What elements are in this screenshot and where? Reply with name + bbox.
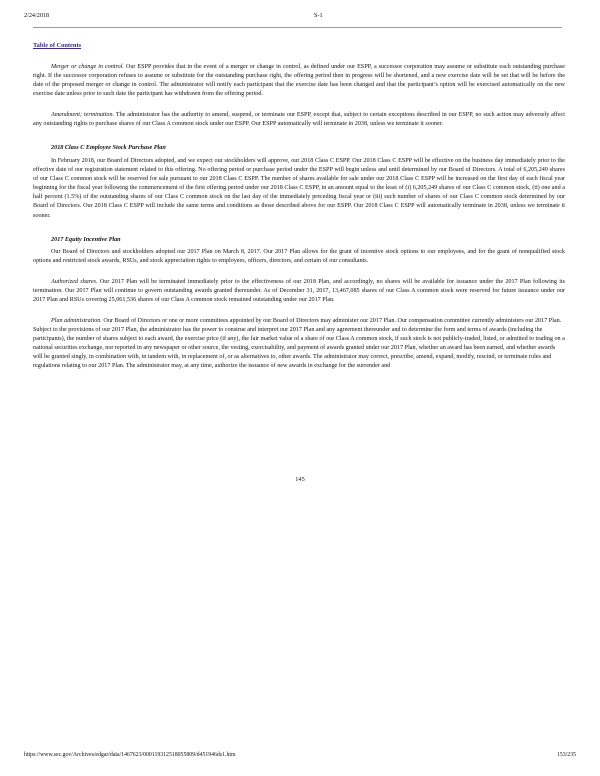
paragraph-text: Our Board of Directors or one or more committees appointed by our Board of Directors may administer our 2017 Plan. Our compensation committee currently administers our 2017 Plan. Subject to the provisions of our 2017 Plan, the administrator has the power to construe and interpret our 2017 Plan and any agreement thereunder and to determine the form and terms of awards (including the participants), the number of shares subject to each award, the exercise price (if any), the fair market value of a share of our Class A common stock, if such stock is not publicly-traded, listed, or admitted to trading on a national securities exchange, nor reported in any newspaper or other source, the vesting, exercisability, and payment of awards granted under our 2017 Plan, whether an award has been earned, and whether awards will be granted singly, in combination with, in tandem with, in replacement of, or as alternatives to, other awards. The administrator may correct, prescribe, amend, expand, modify, rescind, or terminate rules and regulations relating to our 2017 Plan. The administrator may, at any time, authorize the issuance of new awards in exchange for the surrender and [33, 317, 565, 370]
header-divider [33, 27, 562, 28]
document-body [33, 63, 565, 383]
paragraph-class-c-espp: In February 2018, our Board of Directors adopted, and we expect our stockholders will approve, our 2018 Class C ESPP. Our 2018 Class C ESPP will be effective on the business day immediately prior to the effective date of our registration statement related to this offering. No offering period or purchase period under the ESPP will begin unless and until determined by our Board of Directors. A total of 6,205,249 shares of our Class C common stock will be reserved for sale pursuant to our 2018 Class C ESPP. The number of shares available for sale under our 2018 Class C ESPP will be increased on the first day of each fiscal year beginning for the fiscal year following the commencement of the first offering period under our 2018 Class C ESPP, in an amount equal to the least of (i) 6,205,249 shares of our Class C common stock, (ii) one and a half percent (1.5%) of the outstanding shares of our Class C common stock on the last day of the immediately preceding fiscal year or (iii) such number of shares of our Class C common stock determined by our Board of Directors. Our 2018 Class C ESPP will include the same terms and conditions as those described above for our ESPP. Our 2018 Class C ESPP will automatically terminate in 2038, unless we terminate it sooner. [33, 157, 565, 219]
paragraph-text: Our ESPP provides that in the event of a merger or change in control, as defined under our ESPP, a successor corporation may assume or substitute each outstanding purchase right. If the successor corporation refuses to assume or substitute for the outstanding purchase right, the offering period then in progress will be shortened, and a new exercise date will be set that will be before the date of the proposed merger or change in control. The administrator will notify each participant that the exercise date has been changed and that the participant’s option will be exercised automatically on the new exercise date unless prior to such date the participant has withdrawn from the offering period. [33, 64, 566, 98]
document-title: S-1 [314, 12, 323, 19]
paragraph-lead: Amendment; termination. [51, 112, 115, 119]
paragraph-merger [33, 63, 565, 100]
table-of-contents-link[interactable]: Table of Contents [33, 42, 82, 49]
paragraph-text: Our 2017 Plan will be terminated immediately prior to the effectiveness of our 2018 Plan, and accordingly, no shares will be available for issuance under the 2017 Plan following its termination. Our 2017 Plan will continue to govern outstanding awards granted thereunder. As of December 31, 2017, 13,467,085 shares of our Class A common stock were reserved for future issuance under our 2017 Plan and RSUs covering 25,061,536 shares of our Class A common stock remained outstanding under our 2017 Plan. [33, 278, 565, 303]
paragraph-amendment [33, 111, 565, 129]
paragraph-plan-administration [33, 317, 565, 372]
paragraph-authorized-shares [33, 278, 565, 305]
paragraph-lead: Authorized shares. [51, 278, 98, 285]
page-counter: 153/235 [556, 752, 576, 758]
print-date: 2/24/2018 [24, 12, 50, 19]
paragraph-text: The administrator has the authority to amend, suspend, or terminate our ESPP, except that, subject to certain exceptions described in our ESPP, no such action may adversely affect any outstanding rights to purchase shares of our Class A common stock under our ESPP. Our ESPP automatically will terminate in 2038, unless we terminate it sooner. [33, 112, 565, 128]
page-header [24, 12, 576, 24]
section-heading-equity-plan: 2017 Equity Incentive Plan [51, 235, 121, 243]
page-number: 145 [295, 476, 305, 483]
paragraph-lead: Merger or change in control. [51, 64, 124, 70]
section-heading-class-c-espp: 2018 Class C Employee Stock Purchase Plan [51, 144, 166, 152]
paragraph-equity-plan: Our Board of Directors and stockholders adopted our 2017 Plan on March 8, 2017. Our 2017 Plan allows for the grant of incentive stock options to our employees, and for the grant of nonqualified stock options and restricted stock awards, RSUs, and stock appreciation rights to employees, officers, directors, and certain of our consultants. [33, 248, 565, 264]
paragraph-lead: Plan administration. [51, 317, 102, 324]
source-url: https://www.sec.gov/Archives/edgar/data/1467623/000119312518055809/d451946ds1.htm [24, 752, 236, 758]
